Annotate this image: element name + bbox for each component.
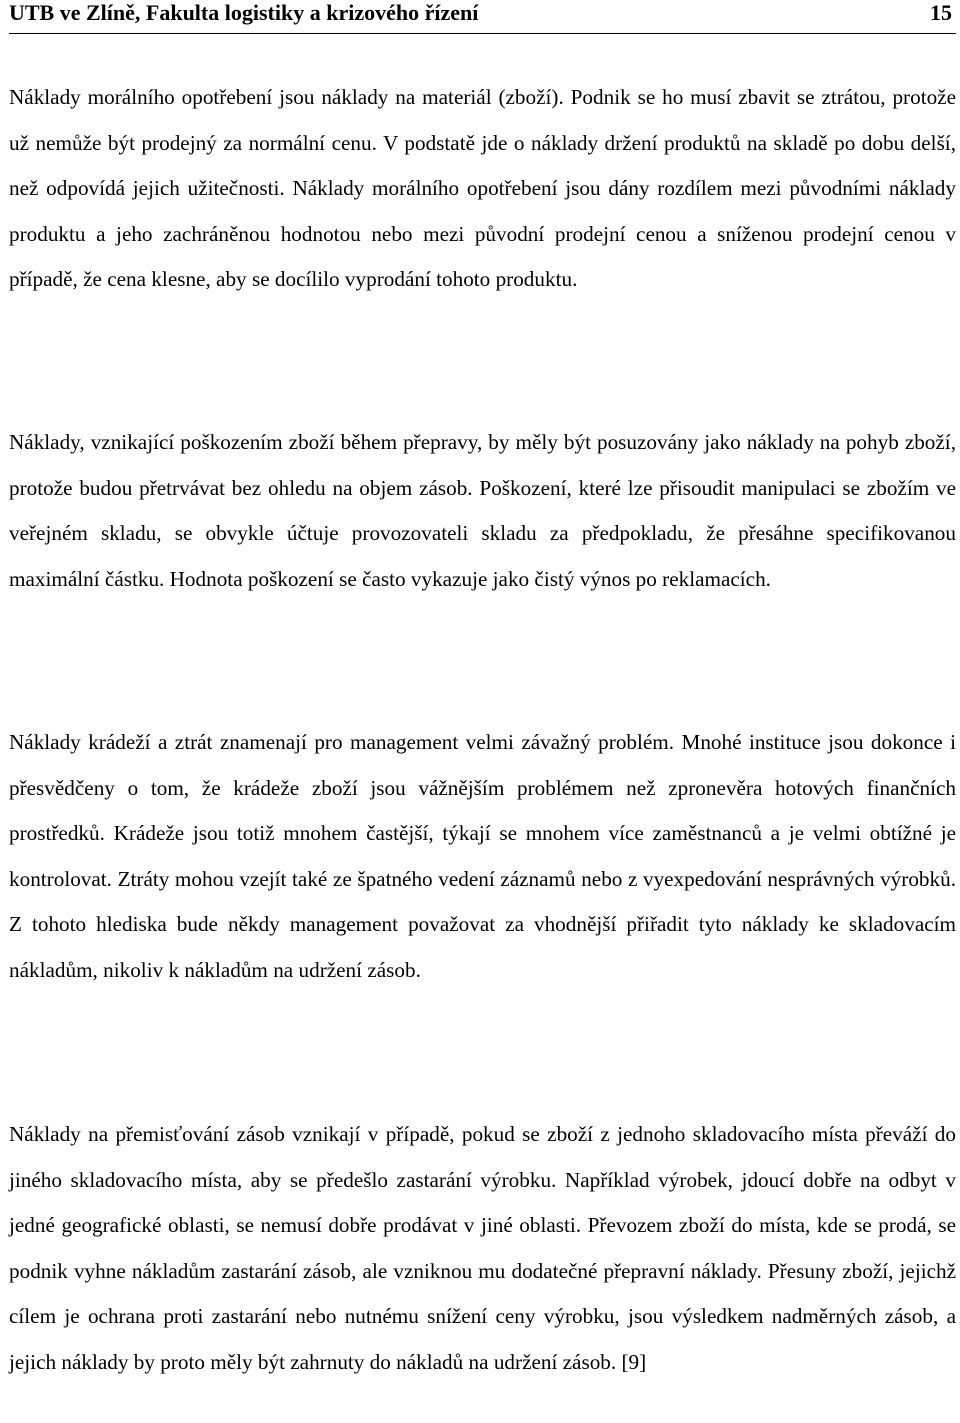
paragraph-relocation-costs: Náklady na přemisťování zásob vznikají v případě, pokud se zboží z jednoho skladovacího místa převáží do jiného skladovacího místa, aby se předešlo zastarání výrobku. Například výrobek, jdoucí dobře na odbyt v jedné geografické oblasti, se nemusí dobře prodávat v jiné oblasti. Převozem zboží do místa, kde se prodá, se podnik vyhne nákladům zastarání zásob, ale vzniknou mu dodatečné přepravní náklady. Přesuny zboží, jejichž cílem je ochrana proti zastarání nebo nutnému snížení ceny výrobku, jsou výsledkem nadměrných zásob, a jejich náklady by proto měly být zahrnuty do nákladů na udržení zásob. [9]	[9, 1122, 956, 1374]
paragraph-damage-costs: Náklady, vznikající poškozením zboží během přepravy, by měly být posuzovány jako náklady na pohyb zboží, protože budou přetrvávat bez ohledu na objem zásob. Poškození, které lze přisoudit manipulaci se zbožím ve veřejném skladu, se obvykle účtuje provozovateli skladu za předpokladu, že přesáhne specifikovanou maximální částku. Hodnota poškození se často vykazuje jako čistý výnos po reklamacích.	[9, 430, 956, 591]
page-header	[9, 0, 956, 34]
paragraph-obsolescence-costs: Náklady morálního opotřebení jsou náklady na materiál (zboží). Podnik se ho musí zbavit se ztrátou, protože už nemůže být prodejný za normální cenu. V podstatě jde o náklady držení produktů na skladě po dobu delší, než odpovídá jejich užitečnosti. Náklady morálního opotřebení jsou dány rozdílem mezi původními náklady produktu a jeho zachráněnou hodnotou nebo mezi původní prodejní cenou a sníženou prodejní cenou v případě, že cena klesne, aby se docílilo vyprodání tohoto produktu.	[9, 85, 956, 291]
page-number: 15	[930, 0, 952, 25]
paragraph-theft-loss-costs: Náklady krádeží a ztrát znamenají pro management velmi závažný problém. Mnohé instituce jsou dokonce i přesvědčeny o tom, že krádeže zboží jsou vážnějším problémem než zpronevěra hotových finančních prostředků. Krádeže jsou totiž mnohem častější, týkají se mnohem více zaměstnanců a je velmi obtížné je kontrolovat. Ztráty mohou vzejít také ze špatného vedení záznamů nebo z vyexpedování nesprávných výrobků. Z tohoto hlediska bude někdy management považovat za vhodnější přiřadit tyto náklady ke skladovacím nákladům, nikoliv k nákladům na udržení zásob.	[9, 730, 956, 982]
header-title: UTB ve Zlíně, Fakulta logistiky a krizového řízení	[9, 0, 479, 25]
